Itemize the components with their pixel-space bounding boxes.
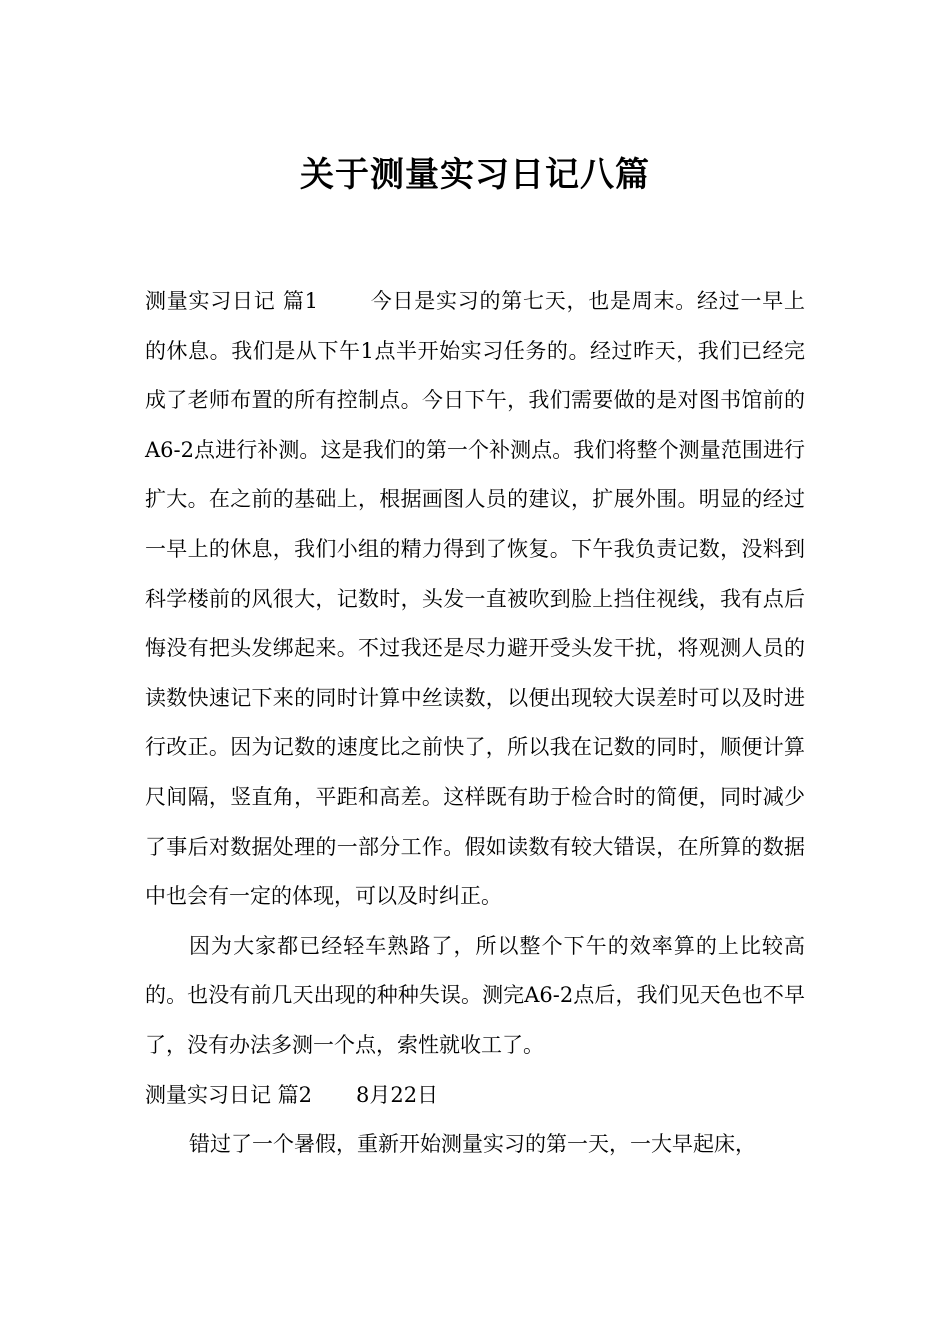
section2-heading: 测量实习日记 篇2 (145, 1082, 313, 1107)
section1-paragraph1 (145, 277, 805, 922)
section2-heading-line (145, 1071, 805, 1121)
document-title: 关于测量实习日记八篇 (300, 154, 650, 195)
section1-paragraph1-text: 今日是实习的第七天，也是周末。经过一早上的休息。我们是从下午1点半开始实习任务的。经过昨天，我们已经完成了老师布置的所有控制点。今日下午，我们需要做的是对图书馆前的A6-2点进行补测。这是我们的第一个补测点。我们将整个测量范围进行扩大。在之前的基础上，根据画图人员的建议，扩展外围。明显的经过一早上的休息，我们小组的精力得到了恢复。下午我负责记数，没料到科学楼前的风很大，记数时，头发一直被吹到脸上挡住视线，我有点后悔没有把头发绑起来。不过我还是尽力避开受头发干扰，将观测人员的读数快速记下来的同时计算中丝读数，以便出现较大误差时可以及时进行改正。因为记数的速度比之前快了，所以我在记数的同时，顺便计算尺间隔，竖直角，平距和高差。这样既有助于检合时的简便，同时减少了事后对数据处理的一部分工作。假如读数有较大错误，在所算的数据中也会有一定的体现，可以及时纠正。 (145, 289, 805, 909)
section1-paragraph2: 因为大家都已经轻车熟路了，所以整个下午的效率算的上比较高的。也没有前几天出现的种种失误。测完A6-2点后，我们见天色也不早了，没有办法多测一个点，索性就收工了。 (145, 933, 805, 1057)
section2-date: 8月22日 (356, 1082, 439, 1107)
section1-heading: 测量实习日记 篇1 (145, 289, 319, 313)
section2-paragraph1: 错过了一个暑假，重新开始测量实习的第一天，一大早起床， (189, 1132, 756, 1157)
document-body (145, 277, 805, 1170)
